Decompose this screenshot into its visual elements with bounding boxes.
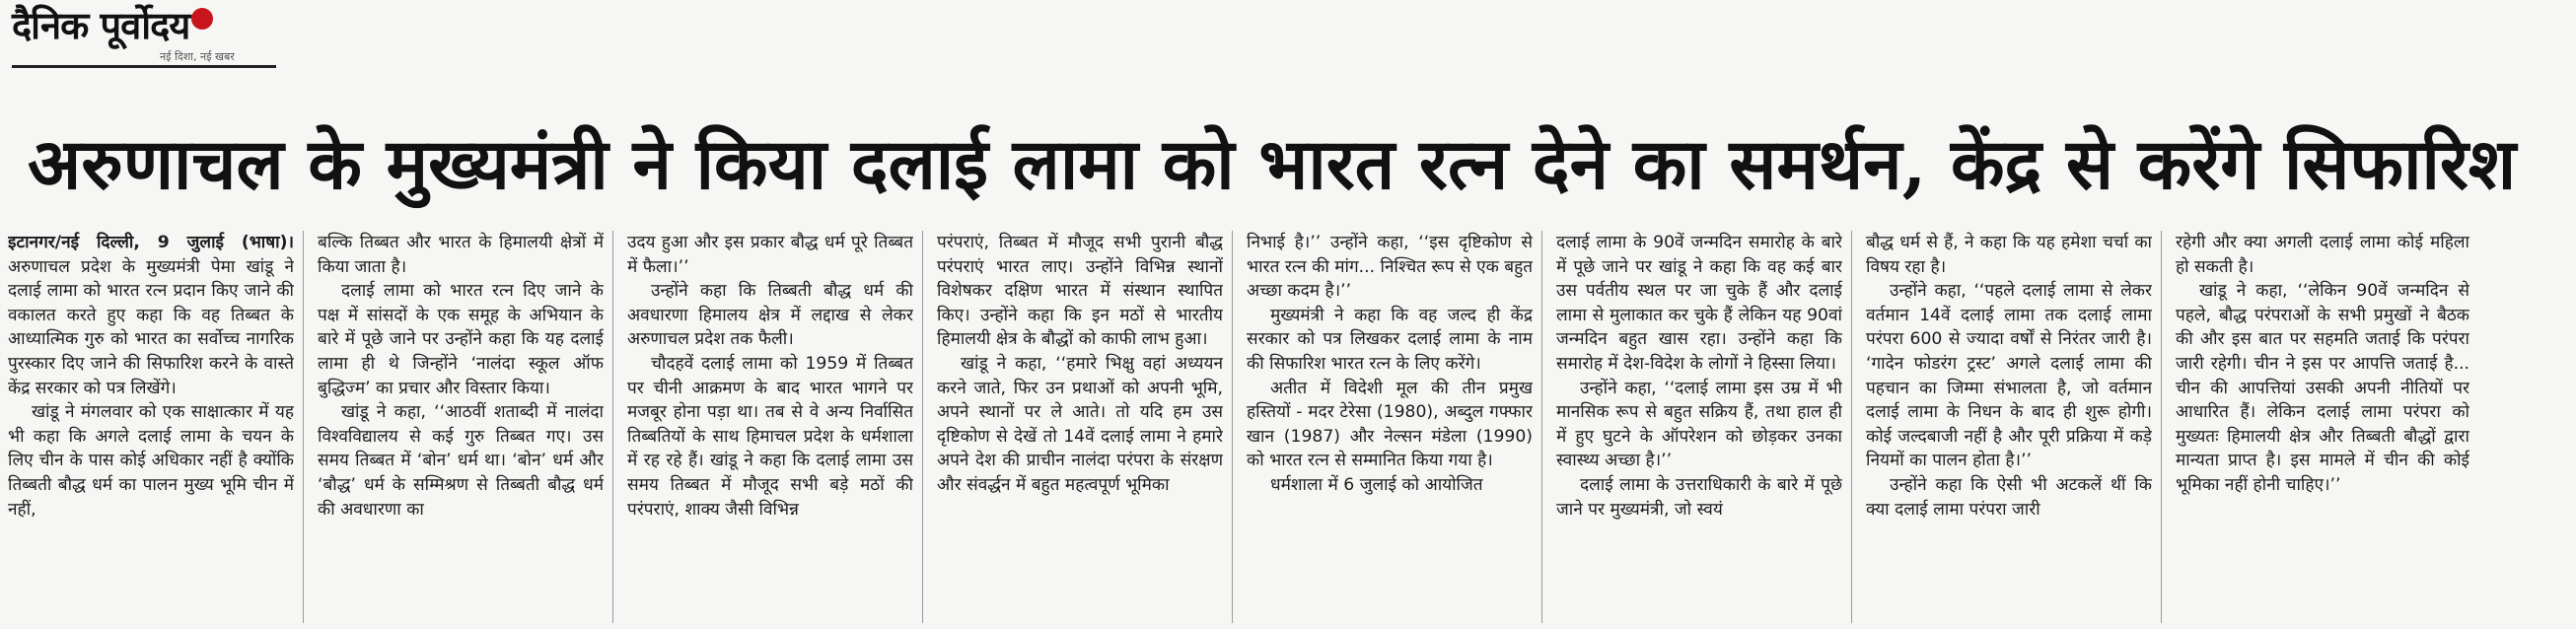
paragraph: उन्होंने कहा, ‘‘पहले दलाई लामा से लेकर वर्तमान 14वें दलाई लामा तक दलाई लामा परंपरा 600 से ज्यादा वर्षों से निरंतर जारी है। ‘गादेन फोडरंग ट्रस्ट’ अगले दलाई लामा की पहचान का जिम्मा संभालता है, जो वर्तमान दलाई लामा के निधन के बाद ही शुरू होगी। कोई जल्दबाजी नहीं है और पूरी प्रक्रिया में कड़े नियमों का पालन होता है।’’ <box>1866 281 2152 471</box>
column-divider <box>1232 231 1233 623</box>
paragraph: दलाई लामा के 90वें जन्मदिन समारोह के बारे में पूछे जाने पर खांडू ने कहा कि वह कई बार उस पर्वतीय स्थल पर जा चुके हैं और दलाई लामा से मुलाकात कर चुके हैं लेकिन यह 90वां जन्मदिन बहुत खास रहा। उन्होंने कहा कि समारोह में देश-विदेश के लोगों ने हिस्सा लिया। <box>1556 233 1842 374</box>
headline: अरुणाचल के मुख्यमंत्री ने किया दलाई लामा को भारत रत्न देने का समर्थन, केंद्र से करेंगे सिफारिश <box>28 122 2517 205</box>
column-divider <box>2161 231 2162 623</box>
paragraph: बौद्ध धर्म से हैं, ने कहा कि यह हमेशा चर्चा का विषय रहा है। <box>1866 233 2152 277</box>
paragraph: दलाई लामा के उत्तराधिकारी के बारे में पूछे जाने पर मुख्यमंत्री, जो स्वयं <box>1556 474 1842 520</box>
column-divider <box>303 231 304 623</box>
masthead-title-text: दैनिक पूर्वोदय <box>12 3 190 47</box>
article-column-8 <box>2176 231 2469 623</box>
column-divider <box>1851 231 1852 623</box>
column-divider <box>1541 231 1542 623</box>
article-column-3 <box>627 231 913 623</box>
paragraph: खांडू ने कहा, ‘‘आठवीं शताब्दी में नालंदा विश्वविद्यालय से कई गुरु तिब्बत गए। उस समय तिब्बत में ‘बोन’ धर्म था। ‘बोन’ धर्म और ‘बौद्ध’ धर्म के सम्मिश्रण से तिब्बती बौद्ध धर्म की अवधारणा का <box>318 402 604 520</box>
paragraph: धर्मशाला में 6 जुलाई को आयोजित <box>1270 474 1483 495</box>
paragraph: रहेगी और क्या अगली दलाई लामा कोई महिला हो सकती है। <box>2176 233 2469 277</box>
article-column-5 <box>1247 231 1533 623</box>
article-column-2 <box>318 231 604 623</box>
article-column-4 <box>937 231 1223 623</box>
masthead-rule <box>12 65 276 68</box>
masthead-title <box>12 4 288 47</box>
paragraph: निभाई है।’’ उन्होंने कहा, ‘‘इस दृष्टिकोण से भारत रत्न की मांग... निश्चित रूप से एक बहुत अच्छा कदम है।’’ <box>1247 233 1533 302</box>
article-column-1 <box>8 231 294 623</box>
article-column-6 <box>1556 231 1842 623</box>
paragraph: बल्कि तिब्बत और भारत के हिमालयी क्षेत्रों में किया जाता है। <box>318 233 604 277</box>
paragraph: उन्होंने कहा कि तिब्बती बौद्ध धर्म की अवधारणा हिमालय क्षेत्र में लद्दाख से लेकर अरुणाचल प्रदेश तक फैली। <box>627 281 913 350</box>
dateline: इटानगर/नई दिल्ली, 9 जुलाई (भाषा)। <box>8 233 294 252</box>
paragraph: चौदहवें दलाई लामा को 1959 में तिब्बत पर चीनी आक्रमण के बाद भारत भागने पर मजबूर होना पड़ा था। तब से वे अन्य निर्वासित तिब्बतियों के साथ हिमाचल प्रदेश के धर्मशाला में रह रहे हैं। खांडू ने कहा कि दलाई लामा उस समय तिब्बत में मौजूद सभी बड़े मठों की परंपराएं, शाक्य जैसी विभिन्न <box>627 353 913 520</box>
paragraph <box>8 231 294 400</box>
paragraph: खांडू ने मंगलवार को एक साक्षात्कार में यह भी कहा कि अगले दलाई लामा के चयन के लिए चीन के पास कोई अधिकार नहीं है क्योंकि तिब्बती बौद्ध धर्म का पालन मुख्य भूमि चीन में नहीं, <box>8 402 294 520</box>
masthead-tagline: नई दिशा, नई खबर <box>160 50 235 63</box>
masthead <box>12 4 288 73</box>
sun-logo-icon <box>191 8 213 30</box>
paragraph: उदय हुआ और इस प्रकार बौद्ध धर्म पूरे तिब्बत में फैला।’’ <box>627 233 913 277</box>
article-column-7 <box>1866 231 2152 623</box>
paragraph: खांडू ने कहा, ‘‘हमारे भिक्षु वहां अध्ययन करने जाते, फिर उन प्रथाओं को अपनी भूमि, अपने स्थानों पर ले आते। तो यदि हम उस दृष्टिकोण से देखें तो 14वें दलाई लामा ने हमारे अपने देश की प्राचीन नालंदा परंपरा के संरक्षण और संवर्द्धन में बहुत महत्वपूर्ण भूमिका <box>937 353 1223 495</box>
paragraph: परंपराएं, तिब्बत में मौजूद सभी पुरानी बौद्ध परंपराएं भारत लाए। उन्होंने विभिन्न स्थानों विशेषकर दक्षिण भारत में संस्थान स्थापित किए। उन्होंने कहा कि इन मठों से भारतीय हिमालयी क्षेत्र के बौद्धों को काफी लाभ हुआ। <box>937 233 1223 350</box>
paragraph: खांडू ने कहा, ‘‘लेकिन 90वें जन्मदिन से पहले, बौद्ध परंपराओं के सभी प्रमुखों ने बैठक की और इस बात पर सहमति जताई कि परंपरा जारी रहेगी। चीन ने इस पर आपत्ति जताई है... चीन की आपत्तियां उसकी अपनी नीतियों पर आधारित हैं। लेकिन दलाई लामा परंपरा को मुख्यतः हिमालयी क्षेत्र और तिब्बती बौद्धों द्वारा मान्यता प्राप्त है। इस मामले में चीन की कोई भूमिका नहीं होनी चाहिए।’’ <box>2176 281 2469 495</box>
paragraph-text: अरुणाचल प्रदेश के मुख्यमंत्री पेमा खांडू ने दलाई लामा को भारत रत्न प्रदान किए जाने की वकालत करते हुए कहा कि वह तिब्बत के आध्यात्मिक गुरु को भारत का सर्वोच्च नागरिक पुरस्कार दिए जाने की सिफारिश करने के वास्ते केंद्र सरकार को पत्र लिखेंगे। <box>8 256 294 398</box>
column-divider <box>612 231 613 623</box>
paragraph: मुख्यमंत्री ने कहा कि वह जल्द ही केंद्र सरकार को पत्र लिखकर दलाई लामा के नाम की सिफारिश भारत रत्न के लिए करेंगे। <box>1247 305 1533 374</box>
paragraph: उन्होंने कहा कि ऐसी भी अटकलें थीं कि क्या दलाई लामा परंपरा जारी <box>1866 474 2152 520</box>
column-divider <box>922 231 923 623</box>
paragraph: अतीत में विदेशी मूल की तीन प्रमुख हस्तियों - मदर टेरेसा (1980), अब्दुल गफ्फार खान (1987) और नेल्सन मंडेला (1990) को भारत रत्न से सम्मानित किया गया है। <box>1247 378 1533 471</box>
paragraph: दलाई लामा को भारत रत्न दिए जाने के पक्ष में सांसदों के एक समूह के अभियान के बारे में पूछे जाने पर उन्होंने कहा कि यह दलाई लामा ही थे जिन्होंने ‘नालंदा स्कूल ऑफ बुद्धिज्म’ का प्रचार और विस्तार किया। <box>318 281 604 398</box>
paragraph: उन्होंने कहा, ‘‘दलाई लामा इस उम्र में भी मानसिक रूप से बहुत सक्रिय हैं, तथा हाल ही में हुए घुटने के ऑपरेशन को छोड़कर उनका स्वास्थ्य अच्छा है।’’ <box>1556 378 1842 471</box>
